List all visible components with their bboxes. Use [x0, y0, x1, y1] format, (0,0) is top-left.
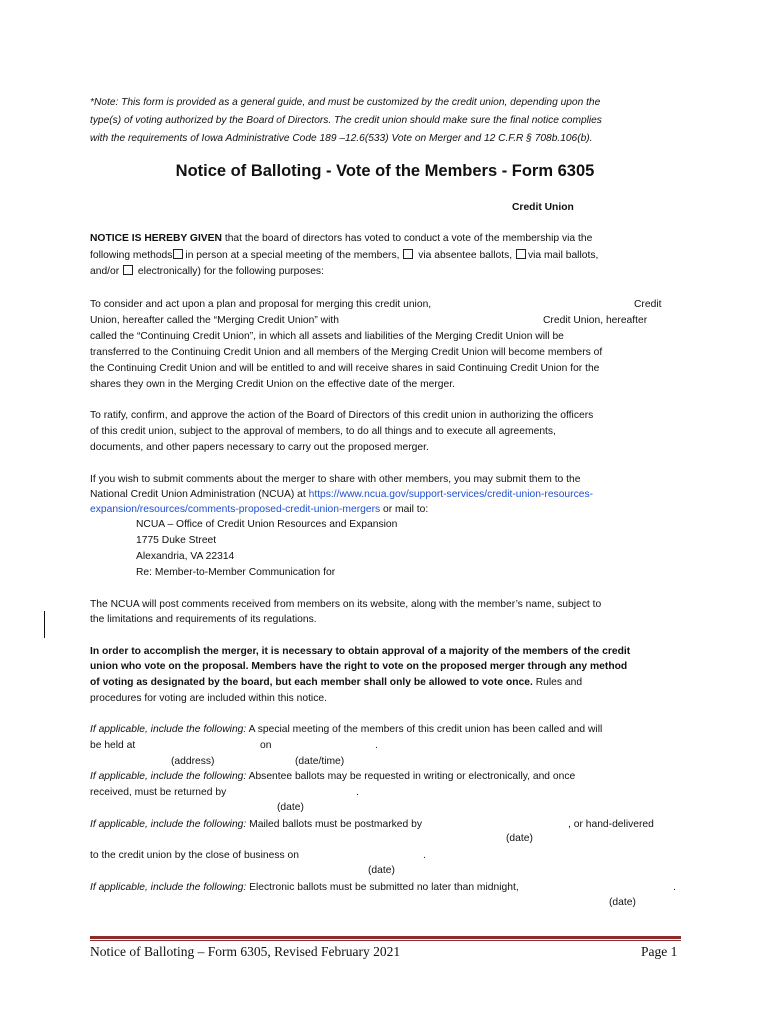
approval-line-4: procedures for voting are included within this notice.	[90, 693, 327, 704]
mailed-period: .	[423, 850, 426, 861]
notice-line-3	[90, 264, 324, 280]
mail-address-line-1: NCUA – Office of Credit Union Resources and Expansion	[136, 519, 398, 530]
approval-line-2-b: . Members have the right to vote on the proposed merger through any method	[245, 661, 628, 672]
post-line-2: the limitations and requirements of its regulations.	[90, 614, 317, 625]
mailed-line-2: to the credit union by the close of business on	[90, 850, 299, 861]
meeting-held-at: be held at	[90, 740, 136, 751]
notice-methods-text: following methods	[90, 250, 173, 261]
ratify-line-2: of this credit union, subject to the approval of members, to do all things and to execute all agreements,	[90, 426, 556, 437]
mail-address-line-4: Re: Member-to-Member Communication for	[136, 567, 336, 578]
comments-line-2	[90, 487, 593, 503]
notice-line-1-text: that the board of directors has voted to conduct a vote of the membership via the	[221, 233, 593, 244]
absentee-text: Absentee ballots may be requested in writing or electronically, and once	[246, 771, 576, 782]
mailed-hand-delivered: , or hand-delivered	[568, 819, 654, 830]
approval-line-2-a: union who vote on the proposal	[90, 661, 246, 672]
electronic-checkbox[interactable]	[123, 265, 133, 275]
electronic-period: .	[673, 882, 676, 893]
note-line-3: with the requirements of Iowa Administrative Code 189 –12.6(533) Vote on Merger and 12 C.F.R § 708b.106(b).	[90, 133, 593, 144]
absentee-line-1	[90, 769, 575, 785]
meeting-on: on	[260, 740, 272, 751]
mail-label: via mail ballots,	[527, 250, 599, 261]
notice-line-2	[90, 248, 598, 264]
footer-rule-thick	[90, 936, 681, 939]
approval-line-1: In order to accomplish the merger, it is necessary to obtain approval of a majority of the members of the credit	[90, 646, 631, 657]
mailed-date-hint: (date)	[506, 833, 533, 844]
merge-line-6: shares they own in the Merging Credit Union on the effective date of the merger.	[90, 379, 455, 390]
comments-mail-text: or mail to:	[380, 504, 429, 515]
meeting-line-1	[90, 722, 602, 738]
approval-line-3-a: of voting as designated by the board, but each member shall only be allowed to vote once.	[90, 677, 533, 688]
absentee-prefix: If applicable, include the following:	[90, 771, 247, 782]
absentee-checkbox[interactable]	[403, 249, 413, 259]
footer-form-name: Notice of Balloting – Form 6305, Revised February 2021	[90, 944, 401, 959]
approval-line-3-b: Rules and	[532, 677, 583, 688]
mail-address-line-2: 1775 Duke Street	[136, 535, 217, 546]
merge-line-3: called the “Continuing Credit Union”, in which all assets and liabilities of the Merging Credit Union will be	[90, 331, 564, 342]
absentee-date-hint: (date)	[277, 802, 304, 813]
absentee-label: via absentee ballots,	[415, 250, 515, 261]
post-line-1: The NCUA will post comments received from members on its website, along with the member’s name, subject to	[90, 599, 602, 610]
page-number: Page 1	[641, 944, 678, 959]
comments-line-3	[90, 502, 428, 518]
in-person-checkbox[interactable]	[173, 249, 183, 259]
absentee-line-2: received, must be returned by	[90, 787, 227, 798]
mailed-prefix: If applicable, include the following:	[90, 819, 247, 830]
credit-union-label: Credit Union	[512, 202, 574, 213]
text-cursor	[44, 611, 45, 638]
in-person-label: in person at a special meeting of the members,	[185, 250, 403, 261]
notice-andor-text: and/or	[90, 266, 123, 277]
meeting-text: A special meeting of the members of this credit union has been called and will	[246, 724, 603, 735]
footer-rule-thin	[90, 940, 681, 941]
ratify-line-1: To ratify, confirm, and approve the action of the Board of Directors of this credit union in authorizing the officers	[90, 410, 594, 421]
approval-line-3	[90, 675, 582, 691]
electronic-date-hint: (date)	[609, 897, 636, 908]
mail-address-line-3: Alexandria, VA 22314	[136, 551, 235, 562]
address-hint: (address)	[171, 756, 215, 767]
merge-line-1-credit: Credit	[634, 299, 662, 310]
ncua-comments-link-cont[interactable]: expansion/resources/comments-proposed-credit-union-mergers	[90, 504, 381, 515]
meeting-period: .	[375, 740, 378, 751]
electronic-text: Electronic ballots must be submitted no later than midnight,	[246, 882, 519, 893]
datetime-hint: (date/time)	[295, 756, 345, 767]
merge-line-2-credit-union: Credit Union, hereafter	[543, 315, 648, 326]
notice-line-1	[90, 231, 592, 247]
merge-line-5: the Continuing Credit Union and will be entitled to and will receive shares in said Continuing Credit Union for the	[90, 363, 600, 374]
merge-line-2: Union, hereafter called the “Merging Credit Union” with	[90, 315, 339, 326]
meeting-prefix: If applicable, include the following:	[90, 724, 247, 735]
merge-line-4: transferred to the Continuing Credit Union and all members of the Merging Credit Union will become members of	[90, 347, 603, 358]
page-title: Notice of Balloting - Vote of the Members - Form 6305	[175, 162, 595, 180]
electronic-label: electronically) for the following purposes:	[135, 266, 324, 277]
mailed-line-1	[90, 817, 422, 833]
absentee-period: .	[356, 787, 359, 798]
ncua-comments-link[interactable]: https://www.ncua.gov/support-services/credit-union-resources-	[308, 489, 594, 500]
mailed-text: Mailed ballots must be postmarked by	[246, 819, 422, 830]
electronic-prefix: If applicable, include the following:	[90, 882, 247, 893]
approval-line-2	[90, 659, 627, 675]
business-date-hint: (date)	[368, 865, 395, 876]
comments-line-1: If you wish to submit comments about the merger to share with other members, you may submit them to the	[90, 474, 581, 485]
note-line-2: type(s) of voting authorized by the Board of Directors. The credit union should make sure the final notice complies	[90, 115, 602, 126]
electronic-line-1	[90, 880, 519, 896]
merge-line-1: To consider and act upon a plan and proposal for merging this credit union,	[90, 299, 432, 310]
notice-lead: NOTICE IS HEREBY GIVEN	[90, 233, 222, 244]
mail-checkbox[interactable]	[516, 249, 526, 259]
note-line-1: *Note: This form is provided as a general guide, and must be customized by the credit union, depending upon the	[90, 97, 601, 108]
ratify-line-3: documents, and other papers necessary to carry out the proposed merger.	[90, 442, 429, 453]
comments-ncua-text: National Credit Union Administration (NCUA) at	[90, 489, 309, 500]
